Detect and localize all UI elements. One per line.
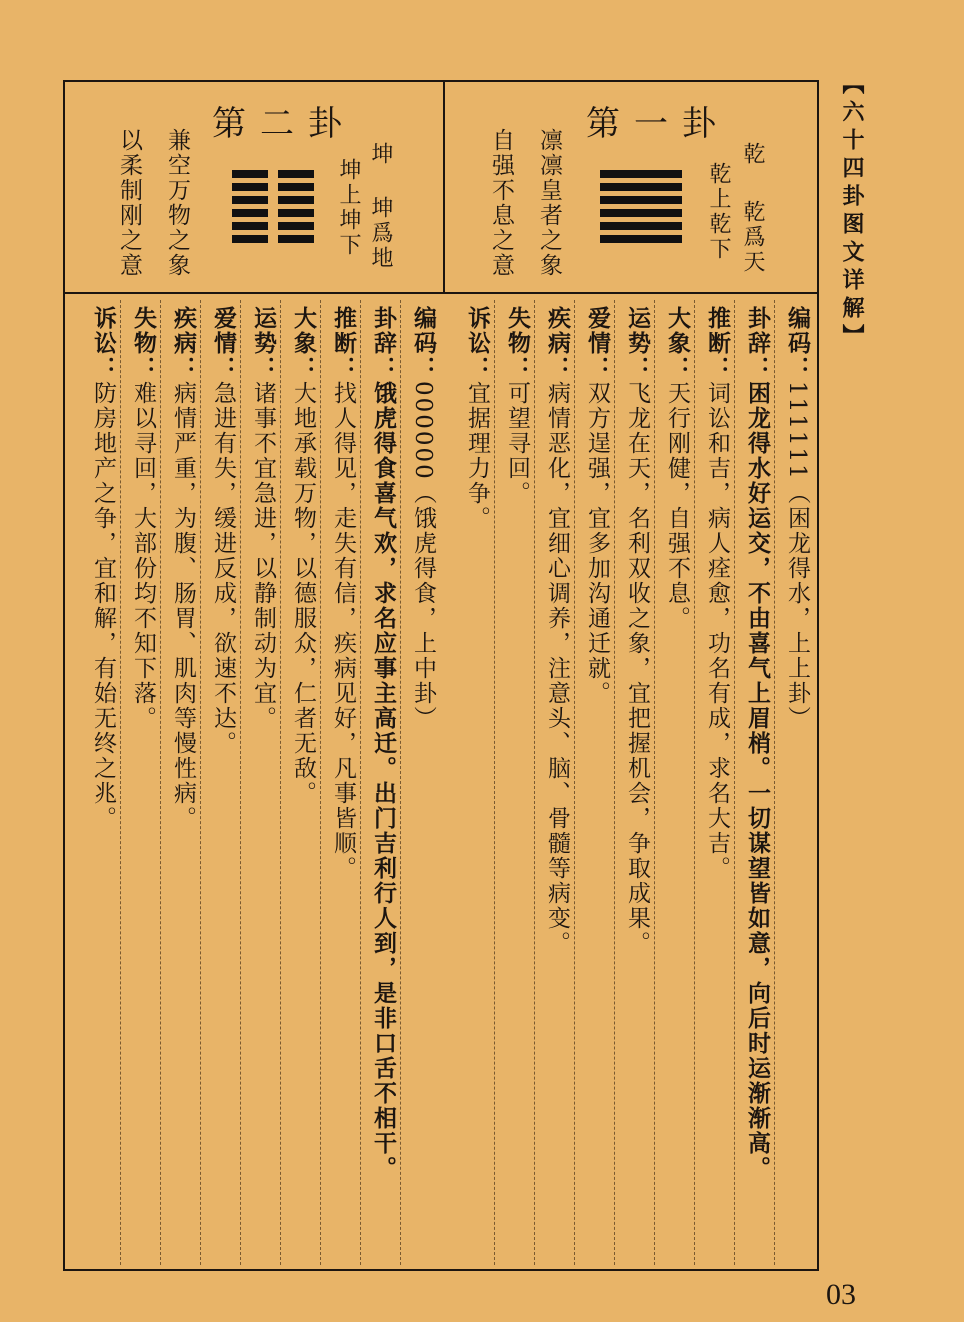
gua2-entry-aiqing: 爱情：急进有失，缓进反成，欲速不达。 [210, 306, 237, 756]
hexagram-line [600, 235, 682, 243]
gua2-entry-yunshi: 运势：诸事不宜急进，以静制动为宜。 [250, 306, 277, 731]
column-guide [120, 300, 121, 1265]
column-guide [734, 300, 735, 1265]
column-guide [240, 300, 241, 1265]
gua1-entry-jibing: 疾病：病情恶化，宜细心调养，注意头、脑、骨髓等病变。 [544, 306, 571, 956]
gua1-entry-susong: 诉讼：宜据理力争。 [464, 306, 491, 531]
gua2-hexagram [232, 170, 314, 245]
gua2-name-line2: 坤上坤下 [336, 158, 361, 258]
column-guide [400, 300, 401, 1265]
column-guide [360, 300, 361, 1265]
hexagram-line [600, 170, 682, 178]
section-divider [65, 292, 817, 294]
hexagram-line [232, 222, 314, 230]
hexagram-line [232, 196, 314, 204]
gua2-entry-shiwu: 失物：难以寻回，大部份均不知下落。 [130, 306, 157, 731]
gua2-name-top: 坤 [368, 142, 393, 167]
gua1-name-line1: 乾爲天 [740, 200, 765, 275]
column-guide [494, 300, 495, 1265]
hexagram-line [232, 183, 314, 191]
gua1-entry-yunshi: 运势：飞龙在天，名利双收之象，宜把握机会，争取成果。 [624, 306, 651, 956]
page-number: 03 [826, 1278, 856, 1311]
gua1-title: 第一卦 [586, 104, 730, 144]
column-guide [280, 300, 281, 1265]
header-divider [443, 82, 445, 294]
gua2-title: 第二卦 [212, 104, 356, 144]
hexagram-line [600, 209, 682, 217]
gua1-entry-shiwu: 失物：可望寻回。 [504, 306, 531, 506]
gua2-entry-susong: 诉讼：防房地产之争，宜和解，有始无终之兆。 [90, 306, 117, 831]
gua1-hexagram [600, 170, 682, 245]
gua2-entry-daxiang: 大象：大地承载万物，以德服众，仁者无敌。 [290, 306, 317, 806]
gua2-name-line1: 坤爲地 [368, 196, 393, 271]
gua1-name-line2: 乾上乾下 [706, 162, 731, 262]
gua1-desc-line1: 凛凛皇者之象 [536, 128, 562, 278]
gua1-entry-tuiduan: 推断：词讼和吉，病人痊愈，功名有成，求名大吉。 [704, 306, 731, 881]
gua2-desc-line1: 兼空万物之象 [164, 128, 190, 278]
hexagram-line [600, 222, 682, 230]
column-guide [774, 300, 775, 1265]
running-header: 【六十四卦图文详解】 [839, 72, 865, 352]
gua1-entry-aiqing: 爱情：双方逞强，宜多加沟通迁就。 [584, 306, 611, 706]
gua1-entry-guaci: 卦辞：困龙得水好运交，不由喜气上眉梢。一切谋望皆如意，向后时运渐渐高。 [744, 306, 771, 1181]
column-guide [200, 300, 201, 1265]
gua1-entry-code: 编码：111111（困龙得水，上上卦） [784, 306, 811, 731]
column-guide [320, 300, 321, 1265]
gua2-entry-guaci: 卦辞：饿虎得食喜气欢，求名应事主高迁。出门吉利行人到，是非口舌不相干。 [370, 306, 397, 1181]
gua1-entry-daxiang: 大象：天行刚健，自强不息。 [664, 306, 691, 631]
column-guide [614, 300, 615, 1265]
gua1-name-top: 乾 [740, 142, 765, 167]
hexagram-line [232, 209, 314, 217]
gua2-desc-line2: 以柔制刚之意 [116, 128, 142, 278]
column-guide [694, 300, 695, 1265]
column-guide [160, 300, 161, 1265]
gua2-entry-jibing: 疾病：病情严重，为腹、肠胃、肌肉等慢性病。 [170, 306, 197, 831]
column-guide [534, 300, 535, 1265]
gua2-entry-tuiduan: 推断：找人得见，走失有信，疾病见好，凡事皆顺。 [330, 306, 357, 881]
hexagram-line [600, 183, 682, 191]
gua2-entry-code: 编码：000000（饿虎得食，上中卦） [410, 306, 437, 731]
column-guide [574, 300, 575, 1265]
hexagram-line [232, 170, 314, 178]
column-guide [654, 300, 655, 1265]
hexagram-line [232, 235, 314, 243]
hexagram-line [600, 196, 682, 204]
gua1-desc-line2: 自强不息之意 [488, 128, 514, 278]
